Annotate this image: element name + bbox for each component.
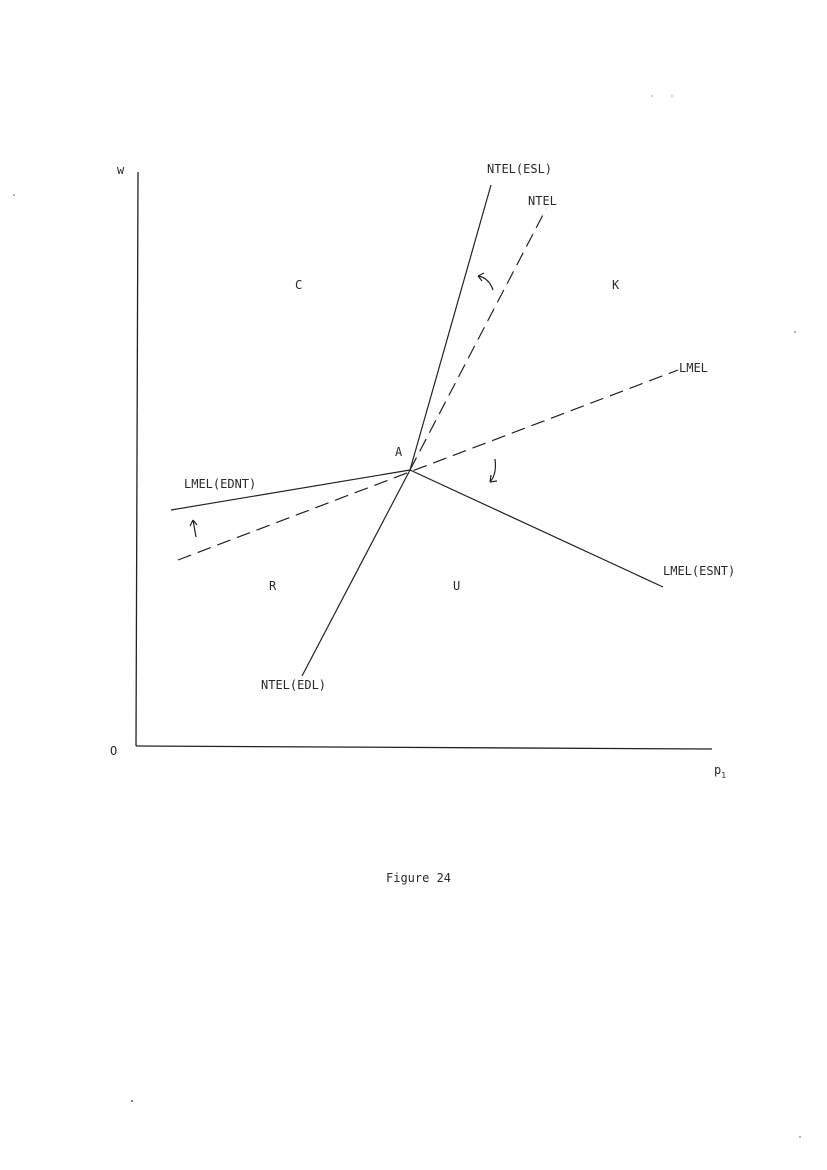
region-r-label: R: [269, 579, 277, 593]
ntel-dashed-line: [410, 209, 546, 470]
lmel-esnt-label: LMEL(ESNT): [663, 564, 736, 578]
x-axis-label: $p_1$: [714, 763, 727, 780]
arrow-lmel-ednt-shift-icon: [190, 520, 197, 537]
ntel-esl-line: [410, 185, 491, 470]
x-axis: [136, 746, 712, 749]
ntel-edl-line: [302, 470, 410, 676]
region-u-label: U: [453, 579, 461, 593]
ntel-label: NTEL: [528, 194, 557, 208]
arrow-lmel-rotation-icon: [490, 459, 497, 482]
lmel-label: LMEL: [679, 361, 708, 375]
lmel-esnt-line: [410, 470, 663, 587]
y-axis: [136, 172, 138, 746]
figure-caption: Figure 24: [386, 871, 452, 885]
scan-speck: [13, 194, 15, 196]
scan-speck: [799, 1136, 800, 1137]
scan-speck: [671, 95, 672, 96]
point-a-label: A: [395, 445, 403, 459]
arrow-ntel-rotation-icon: [478, 273, 493, 290]
lmel-dashed-line: [178, 370, 678, 560]
scan-speck: [794, 331, 796, 333]
lmel-ednt-label: LMEL(EDNT): [184, 477, 257, 491]
region-k-label: K: [612, 278, 620, 292]
ntel-edl-label: NTEL(EDL): [261, 678, 327, 692]
y-axis-label: w: [117, 163, 125, 177]
origin-label: O: [110, 744, 118, 758]
ntel-esl-label: NTEL(ESL): [487, 162, 553, 176]
region-c-label: C: [295, 278, 303, 292]
scan-speck: [651, 95, 652, 96]
scan-speck: [131, 1100, 133, 1102]
